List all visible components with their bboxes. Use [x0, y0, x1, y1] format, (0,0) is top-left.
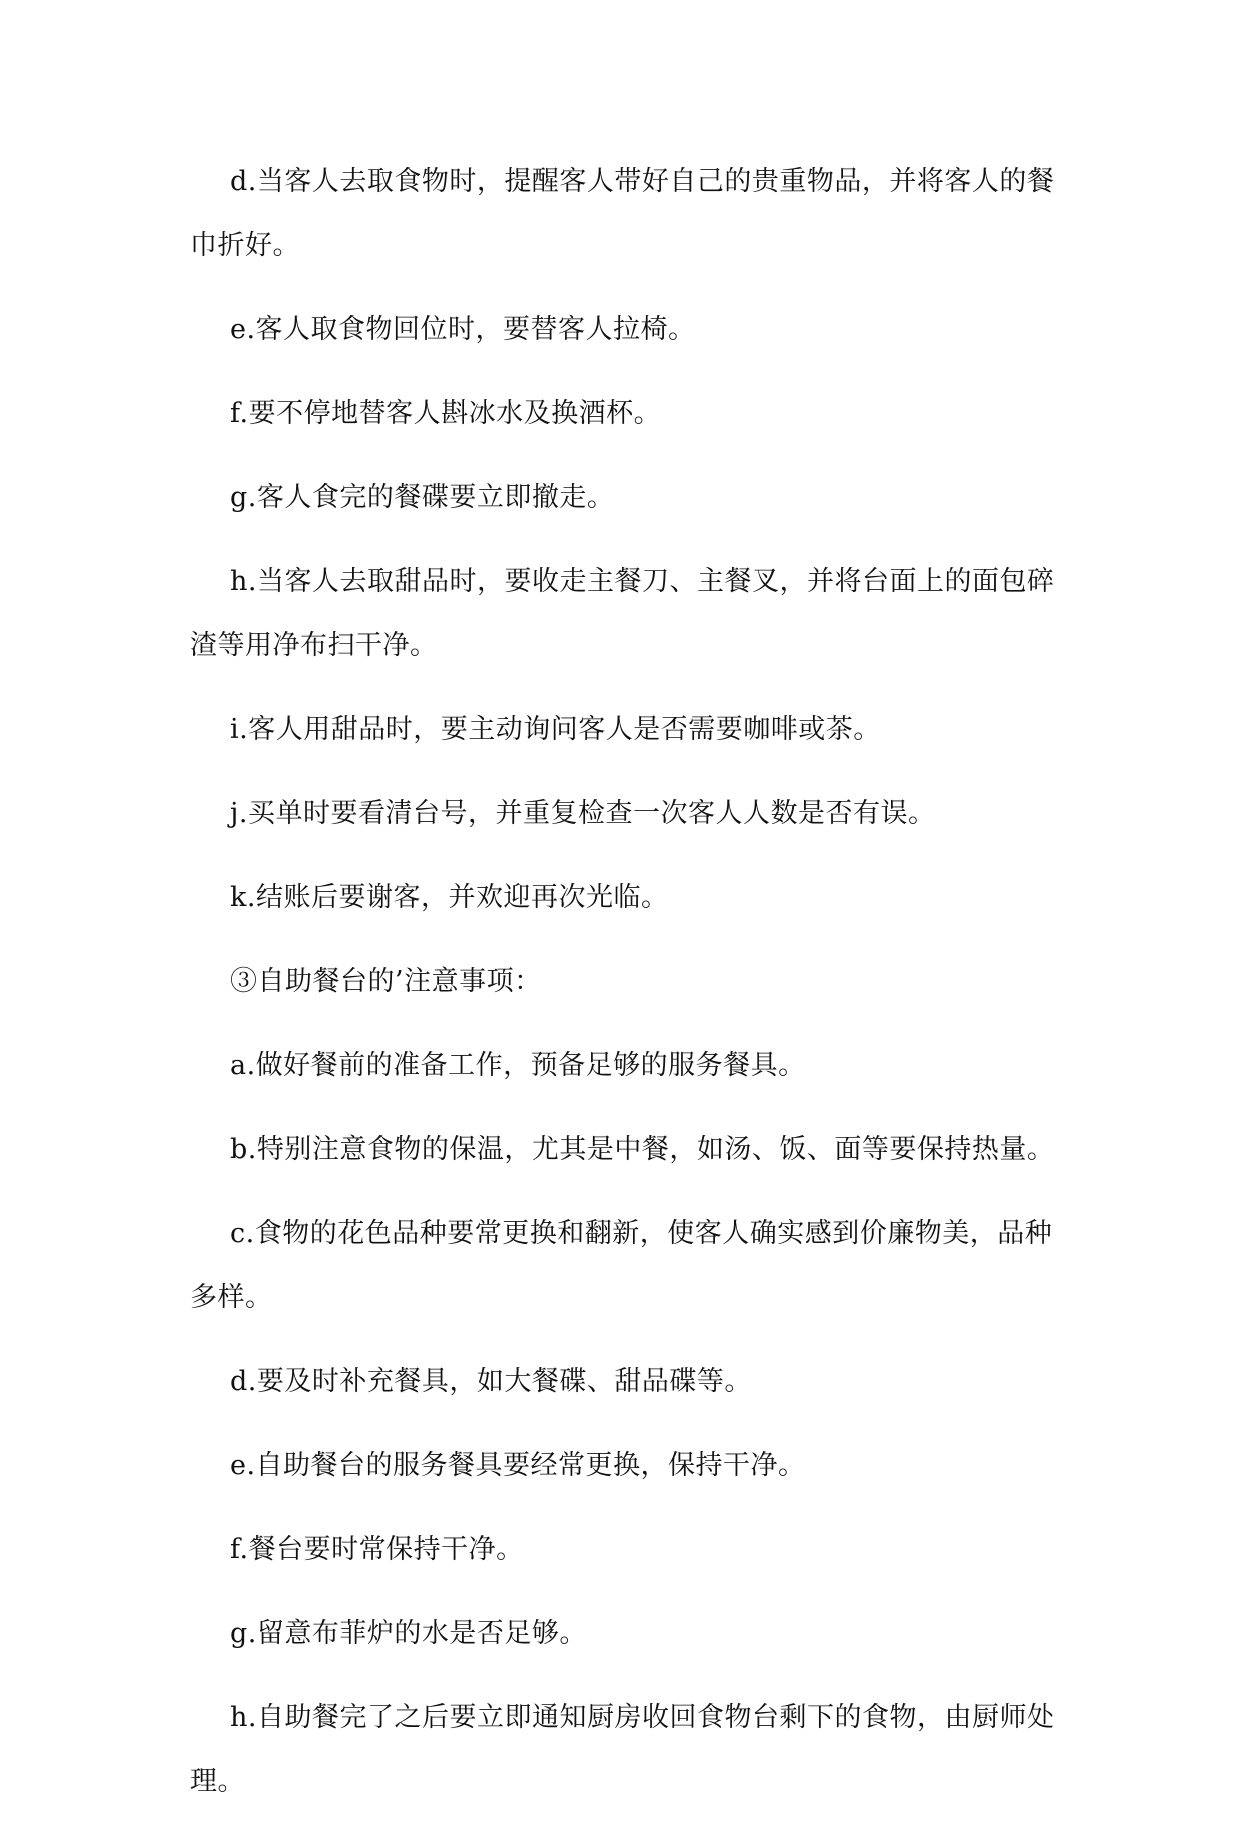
paragraph-item-h2: h.自助餐完了之后要立即通知厨房收回食物台剩下的食物，由厨师处理。	[190, 1702, 1055, 1797]
paragraph-item-g2: g.留意布菲炉的水是否足够。	[230, 1618, 587, 1649]
paragraph-item-d2: d.要及时补充餐具，如大餐碟、甜品碟等。	[230, 1366, 752, 1397]
paragraph-item-e: e.客人取食物回位时，要替客人拉椅。	[230, 314, 696, 345]
section-heading: ③自助餐台的’注意事项：	[230, 966, 542, 997]
paragraph-item-h: h.当客人去取甜品时，要收走主餐刀、主餐叉，并将台面上的面包碎渣等用净布扫干净。	[190, 566, 1055, 661]
paragraph-item-j: j.买单时要看清台号，并重复检查一次客人人数是否有误。	[230, 798, 936, 829]
document-body	[190, 150, 1058, 1834]
paragraph-item-a: a.做好餐前的准备工作，预备足够的服务餐具。	[230, 1050, 806, 1081]
paragraph-item-i: i.客人用甜品时，要主动询问客人是否需要咖啡或茶。	[230, 714, 881, 745]
paragraph-item-e2: e.自助餐台的服务餐具要经常更换，保持干净。	[230, 1450, 806, 1481]
paragraph-item-d: d.当客人去取食物时，提醒客人带好自己的贵重物品，并将客人的餐巾折好。	[190, 166, 1055, 261]
paragraph-item-g: g.客人食完的餐碟要立即撤走。	[230, 482, 615, 513]
paragraph-item-c: c.食物的花色品种要常更换和翻新，使客人确实感到价廉物美，品种多样。	[190, 1218, 1053, 1313]
paragraph-item-b: b.特别注意食物的保温，尤其是中餐，如汤、饭、面等要保持热量。	[230, 1134, 1055, 1165]
paragraph-item-f: f.要不停地替客人斟冰水及换酒杯。	[230, 398, 662, 429]
paragraph-item-k: k.结账后要谢客，并欢迎再次光临。	[230, 882, 669, 913]
paragraph-item-f2: f.餐台要时常保持干净。	[230, 1534, 524, 1565]
